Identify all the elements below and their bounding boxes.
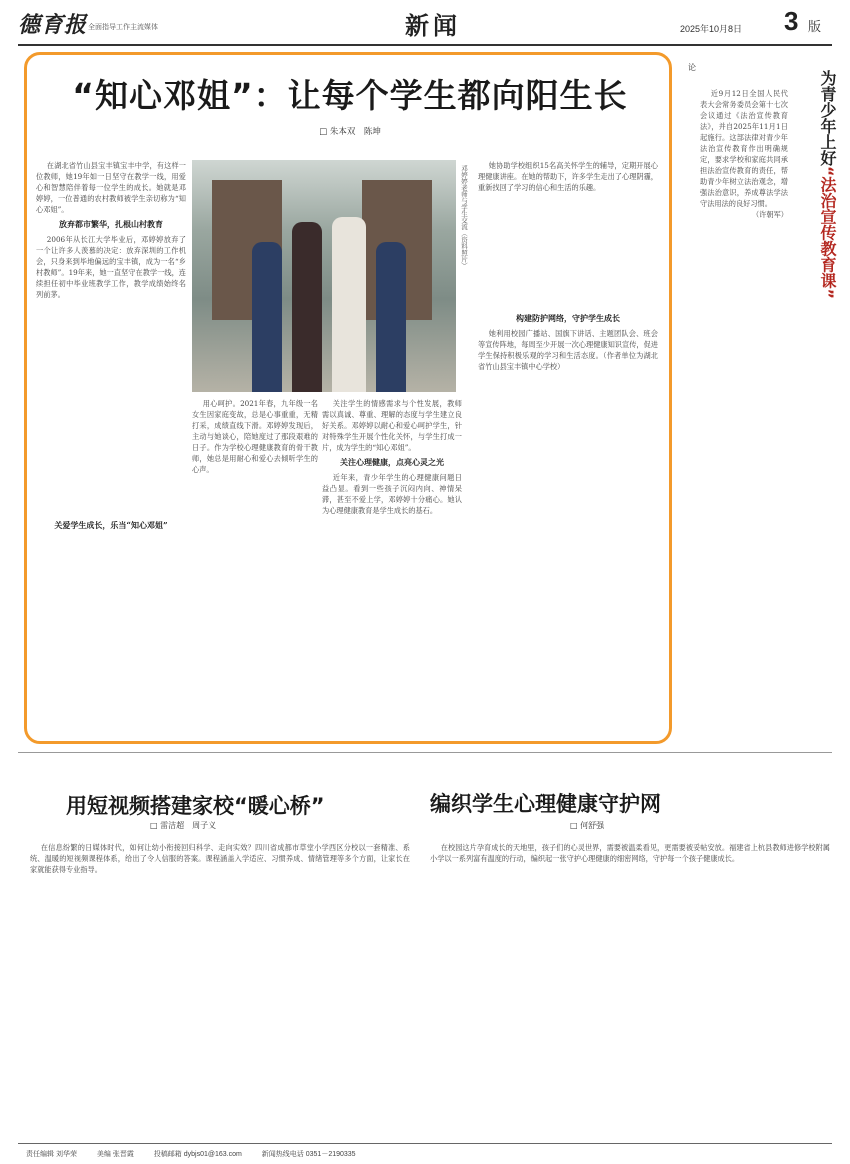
section-divider (18, 752, 832, 753)
subheading: 构建防护网络，守护学生成长 (516, 313, 620, 323)
main-article-title: “知心邓姐”：让每个学生都向阳生长 (72, 76, 628, 115)
bottom-right-title: 编织学生心理健康守护网 (430, 792, 661, 816)
footer-rule (18, 1143, 832, 1144)
paragraph: 在校园这片孕育成长的天地里，孩子们的心灵世界，需要被温柔看见，更需要被妥帖安放。福建省上杭县教师进修学校附属小学以一系列富有温度的行动，编织起一张守护心理健康的细密网络，守护每一个孩子健康成长。 (430, 843, 830, 863)
bottom-left-title: 用短视频搭建家校“暖心桥” (66, 794, 325, 818)
issue-date: 2025年10月8日 (680, 24, 743, 34)
photo-caption: 邓婷婷老师与学生交流（资料照片） (460, 165, 468, 269)
paragraph: 她利用校园广播站、国旗下讲话、主题团队会、班会等宣传阵地，每周至少开展一次心理健康知识宣传，促进学生保持积极乐观的学习和生活态度。（作者单位为湖北省竹山县宝丰镇中心学校） (478, 329, 658, 371)
bottom-left-byline: □ 雷洁超 周子义 (150, 821, 217, 830)
commentary-title (790, 70, 838, 299)
footer-email: 投稿邮箱 dybjs01@163.com (153, 1151, 242, 1158)
section-title: 新闻 (405, 11, 461, 40)
main-article-byline: □ 朱本双 陈坤 (319, 127, 381, 137)
masthead-rule (18, 44, 832, 46)
photo-person (252, 242, 282, 392)
article-column-3 (322, 398, 462, 728)
paragraph: 在湖北省竹山县宝丰镇宝丰中学，有这样一位教师，她19年如一日坚守在教学一线，用爱心和智慧陪伴着每一位学生的成长。她就是邓婷婷，一位普通的农村教师被学生亲切称为“知心邓姐”。 (36, 161, 186, 214)
bottom-right-byline: □ 何舒强 (570, 821, 605, 830)
article-column-2 (192, 398, 318, 728)
footer-phone: 新闻热线电话 0351－2190335 (261, 1151, 356, 1158)
photo-person (376, 242, 406, 392)
byline-text: 朱本双 陈坤 (329, 127, 381, 137)
newspaper-logo: 德育报 (18, 12, 88, 38)
photo-person (332, 217, 366, 392)
article-column-1 (36, 160, 186, 730)
byline-text: 雷洁超 周子义 (160, 821, 217, 830)
byline-text: 何舒强 (580, 821, 605, 830)
photo-person (292, 222, 322, 392)
article-photo (192, 160, 456, 392)
paragraph: 近年来，青少年学生的心理健康问题日益凸显。看到一些孩子沉闷内向、神情呆滞，甚至不爱上学，邓婷婷十分痛心。她认为心理健康教育是学生成长的基石。 (322, 473, 462, 515)
bottom-left-text (30, 842, 410, 1132)
page-unit: 版 (808, 20, 822, 35)
article-column-4 (478, 160, 658, 730)
subheading: 关注心理健康，点亮心灵之光 (340, 457, 444, 467)
footer (26, 1149, 374, 1159)
subheading: 关爱学生成长，乐当“知心邓姐” (54, 520, 168, 530)
newspaper-slogan: 全面指导工作主流媒体 (88, 23, 158, 31)
footer-editor: 责任编辑 刘华荣 (26, 1151, 77, 1158)
commentary-author: （许朝军） (752, 210, 788, 219)
masthead (0, 0, 850, 46)
subheading: 放弃都市繁华，扎根山村教育 (59, 219, 163, 229)
paragraph: 她协助学校组织15名高关怀学生的辅导，定期开展心理健康讲座。在她的帮助下，许多学生走出了心理阴霾，重新找回了学习的信心和生活的乐趣。 (478, 161, 658, 192)
footer-designer: 美编 张晋霞 (96, 1151, 134, 1158)
commentary-title-highlight: “法治宣传教育课” (818, 166, 837, 300)
bottom-right-text (430, 842, 830, 1132)
commentary-title-pre: 为青少年上好 (818, 70, 837, 166)
paragraph: 近9月12日全国人民代表大会常务委员会第十七次会议通过《法治宣传教育法》，并自2025年11月1日起施行。这部法律对青少年法治宣传教育作出明确规定，要求学校和家庭共同承担法治宣传教育的责任，帮助青少年树立法治观念，增强法治意识，养成尊法学法守法用法的良好习惯。 (700, 89, 788, 208)
commentary-text (700, 88, 788, 748)
page-number: 3 (784, 6, 799, 36)
paragraph: 用心呵护。2021年春，九年级一名女生因家庭变故，总是心事重重，无精打采，成绩直线下滑。邓婷婷发现后，主动与她谈心，陪她度过了那段艰难的日子。作为学校心理健康教育的骨干教师，她总是用耐心和爱心去倾听学生的心声。 (192, 399, 318, 474)
paragraph: 在信息纷繁的日媒体时代，如何让幼小衔接回归科学、走向实效？四川省成都市草堂小学西区分校以一套精准、系统、温暖的短视频课程体系，给出了令人信服的答案。课程涵盖入学适应、习惯养成、情绪管理等多个方面，让家长在家就能获得专业指导。 (30, 843, 410, 874)
paragraph: 关注学生的情感需求与个性发展，教师需以真诚、尊重、理解的态度与学生建立良好关系。邓婷婷以耐心和爱心呵护学生，针对特殊学生开展个性化关怀，与学生打成一片，成为学生的“知心邓姐”。 (322, 399, 462, 452)
paragraph: 2006年从长江大学毕业后，邓婷婷放弃了一个让许多人羡慕的决定：放弃深圳的工作机会，只身来到毕地偏远的宝丰镇，成为一名“乡村教师”。19年来，她一直坚守在教学一线，连续担任初中毕业班教学工作，教学成绩始终名列前茅。 (36, 235, 186, 299)
commentary-tag: 论 (688, 63, 696, 72)
